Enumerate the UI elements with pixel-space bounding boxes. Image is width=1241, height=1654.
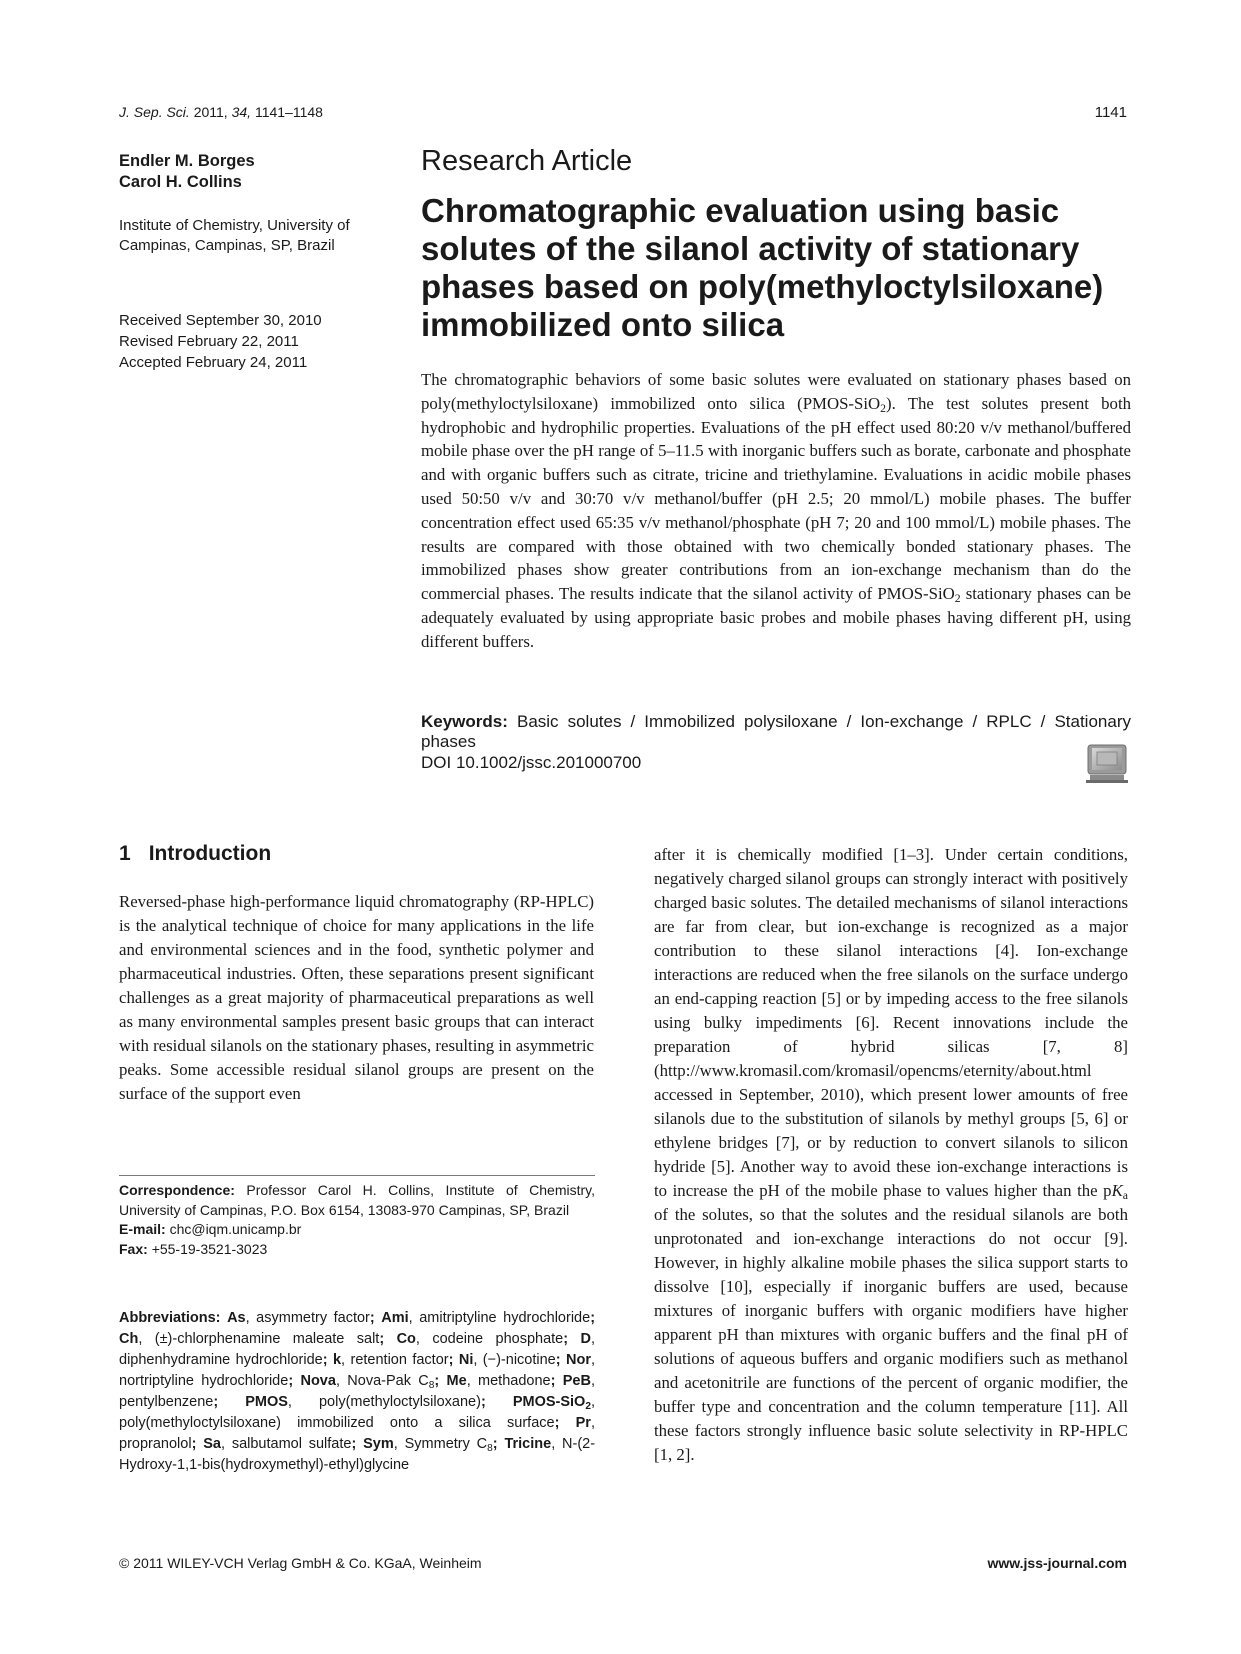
abstract-text: stationary phases can be adequately evaluated by using appropriate basic probes and mobile phases having different pH, using different buffers. xyxy=(421,584,1131,651)
abstract xyxy=(421,368,1131,654)
subscript: 2 xyxy=(880,401,887,415)
footnote-divider xyxy=(119,1175,595,1176)
page-title: Chromatographic evaluation using basic solutes of the silanol activity of stationary phases based on poly(methyloctylsiloxane) immobilized onto silica xyxy=(421,192,1104,343)
abbr-definition: poly(methyloctylsiloxane) xyxy=(318,1394,481,1410)
abbr-definition: poly(methyloctylsiloxane) immobilized onto a silica surface xyxy=(119,1415,555,1431)
page-number: 1141 xyxy=(1094,104,1127,121)
correspondence-text: Professor Carol H. Collins, Institute of Chemistry, University of Campinas, P.O. Box 6154, 13083-970 Campinas, SP, Brazil xyxy=(119,1182,595,1218)
abbreviations: Abbreviations: As, asymmetry factor; Ami, amitriptyline hydrochloride; Ch, (±)-chlorphenamine maleate salt; Co, codeine phosphate; D, diphenhydramine hydrochloride; k, retention factor; Ni, (−)-nicotine; Nor, nortriptyline hydrochloride; Nova, Nova-Pak $C_8$; Me, methadone; PeB, pentylbenzene; PMOS, poly(methyloctylsiloxane); PMOS-SiO$_2$, poly(methyloctylsiloxane) immobilized onto a silica surface; Pr, propranolol; Sa, salbutamol sulfate; Sym, Symmetry $C_8$; Tricine, N-(2-Hydroxy-1,1-bis(hydroxymethyl)-ethyl)glycine xyxy=(119,1310,596,1473)
author-list xyxy=(119,151,379,193)
abbr-term: PMOS xyxy=(245,1394,288,1410)
received-date: Received September 30, 2010 xyxy=(119,312,322,329)
page-footer xyxy=(119,1555,1127,1575)
abbr-definition: N-(2-Hydroxy-1,1-bis(hydroxymethyl)-ethyl)glycine xyxy=(119,1436,596,1473)
subscript: 2 xyxy=(585,1401,591,1412)
journal-year: 2011, xyxy=(193,104,228,120)
journal-name: J. Sep. Sci. xyxy=(119,104,190,120)
doi[interactable]: DOI 10.1002/jssc.201000700 xyxy=(421,753,642,772)
abbr-definition: amitriptyline hydrochloride xyxy=(419,1310,591,1326)
affiliation: Institute of Chemistry, University of Campinas, Campinas, SP, Brazil xyxy=(119,217,350,254)
subscript: 2 xyxy=(954,592,961,606)
journal-website-link[interactable]: www.jss-journal.com xyxy=(987,1555,1127,1571)
abbr-definition: propranolol xyxy=(119,1436,192,1452)
abbr-definition: nortriptyline hydrochloride xyxy=(119,1373,289,1389)
abbr-definition: diphenhydramine hydrochloride xyxy=(119,1352,323,1368)
paragraph-text: after it is chemically modified [1–3]. Under certain conditions, negatively charged silanol groups can strongly interact with positively charged basic solutes. The detailed mechanisms of silanol interactions are far from clear, but ion-exchange is recognized as a major contribution to these silanol interactions [4]. Ion-exchange interactions are reduced when the free silanols on the surface undergo an end-capping reaction [5] or by impeding access to the free silanols using bulky impediments [6]. Recent innovations include the preparation of hybrid silicas [7, 8] (http://www.kromasil.com/kromasil/opencms/eternity/about.html accessed in September, 2010), which present lower amounts of free silanols due to the substitution of silanols by methyl groups [5, 6] or ethylene bridges [7], or by reduction to convert silanols to silicon hydride [5]. Another way to avoid these ion-exchange interactions is to increase the pH of the mobile phase to values higher than the p xyxy=(654,845,1128,1200)
abbr-term: Sym xyxy=(363,1436,394,1452)
copyright-notice: © 2011 WILEY-VCH Verlag GmbH & Co. KGaA, Weinheim xyxy=(119,1555,482,1571)
abbr-definition: codeine phosphate xyxy=(432,1331,564,1347)
abbr-definition: salbutamol sulfate xyxy=(231,1436,352,1452)
author-name: Carol H. Collins xyxy=(119,173,242,191)
abbr-term: Ni xyxy=(458,1352,474,1368)
correspondence xyxy=(119,1181,595,1259)
abbr-term: Me xyxy=(446,1373,467,1389)
revised-date: Revised February 22, 2011 xyxy=(119,333,299,350)
subscript: a xyxy=(1122,1189,1128,1202)
article-type: Research Article xyxy=(421,145,633,177)
abbr-definition: asymmetry factor xyxy=(256,1310,370,1326)
abbr-term: PMOS-SiO xyxy=(512,1394,586,1410)
correspondence-label: Correspondence: xyxy=(119,1182,235,1198)
abbr-term: Nor xyxy=(566,1352,591,1368)
journal-citation xyxy=(119,104,323,120)
journal-volume: 34, xyxy=(231,104,252,120)
body-text-right xyxy=(654,843,1128,1467)
keywords-text: Basic solutes / Immobilized polysiloxane / Ion-exchange / RPLC / Stationary phases xyxy=(421,712,1131,751)
abbr-definition: (−)-nicotine xyxy=(482,1352,556,1368)
running-head xyxy=(119,104,1127,124)
abstract-text: The chromatographic behaviors of some basic solutes were evaluated on stationary phases based on poly(methyloctylsiloxane) immobilized onto silica (PMOS-SiO xyxy=(421,370,1131,413)
article-dates xyxy=(119,310,384,373)
abbr-definition: Nova-Pak C xyxy=(347,1373,429,1389)
paragraph xyxy=(654,843,1128,1467)
abbr-term: PeB xyxy=(562,1373,591,1389)
abbr-term: Ami xyxy=(381,1310,409,1326)
section-number: 1 xyxy=(119,842,131,865)
body-text-left xyxy=(119,890,594,1106)
abbr-term: Sa xyxy=(203,1436,221,1452)
abbr-term: D xyxy=(580,1331,591,1347)
abbr-term: Co xyxy=(396,1331,416,1347)
computer-monitor-icon xyxy=(1086,744,1128,784)
subscript: 8 xyxy=(487,1443,493,1454)
abbr-definition: methadone xyxy=(478,1373,551,1389)
paragraph: Reversed-phase high-performance liquid chromatography (RP-HPLC) is the analytical technique of choice for many applications in the life and environmental sciences and in the food, synthetic polymer and pharmaceutical industries. Often, these separations present significant challenges as a great majority of pharmaceutical preparations as well as many environmental samples present basic groups that can interact with residual silanols on the stationary phases, resulting in asymmetric peaks. Some accessible residual silanol groups are present on the surface of the support even xyxy=(119,892,594,1103)
pka-symbol: K xyxy=(1111,1181,1123,1200)
abbr-term: k xyxy=(332,1352,342,1368)
abbreviations-label: Abbreviations: xyxy=(119,1310,221,1326)
keywords xyxy=(421,712,1131,752)
abbr-definition: Symmetry C xyxy=(404,1436,488,1452)
author-name: Endler M. Borges xyxy=(119,152,255,170)
fax-label: Fax: xyxy=(119,1240,148,1257)
abbr-term: Tricine xyxy=(504,1436,552,1452)
email-label: E-mail: xyxy=(119,1221,166,1237)
journal-pages: 1141–1148 xyxy=(254,104,323,120)
keywords-label: Keywords: xyxy=(421,712,508,731)
subscript: 8 xyxy=(428,1380,435,1391)
section-heading xyxy=(119,842,271,866)
abbr-term: Ch xyxy=(119,1331,139,1347)
abbr-term: Pr xyxy=(575,1415,591,1431)
fax-number: +55-19-3521-3023 xyxy=(151,1240,268,1257)
abbr-term: As xyxy=(227,1310,246,1326)
abbr-definition: retention factor xyxy=(350,1352,449,1368)
accepted-date: Accepted February 24, 2011 xyxy=(119,354,308,371)
abstract-text: ). The test solutes present both hydrophobic and hydrophilic properties. Evaluations of the pH effect used 80:20 v/v methanol/buffered mobile phase over the pH range of 5–11.5 with inorganic buffers such as borate, carbonate and phosphate and with organic buffers such as citrate, tricine and triethylamine. Evaluations in acidic mobile phases used 50:50 v/v and 30:70 v/v methanol/buffer (pH 2.5; 20 mmol/L) mobile phases. The buffer concentration effect used 65:35 v/v methanol/phosphate (pH 7; 20 and 100 mmol/L) mobile phases. The results are compared with those obtained with two chemically bonded stationary phases. The immobilized phases show greater contributions from an ion-exchange mechanism than do the commercial phases. The results indicate that the silanol activity of PMOS-SiO xyxy=(421,393,1132,604)
abbr-term: Nova xyxy=(300,1373,336,1389)
abbr-definition: (±)-chlorphenamine maleate salt xyxy=(154,1331,380,1347)
abbr-definition: pentylbenzene xyxy=(119,1394,214,1410)
section-title: Introduction xyxy=(148,842,272,865)
email-link[interactable]: chc@iqm.unicamp.br xyxy=(169,1221,302,1237)
paragraph-text: of the solutes, so that the solutes and the residual silanols are both unprotonated and ion-exchange interactions do not occur [9]. However, in highly alkaline mobile phases the silica support starts to dissolve [10], especially if inorganic buffers are used, because mixtures of inorganic buffers with organic modifiers have higher apparent pH than mixtures with organic buffers and the final pH of solutions of aqueous buffers and organic modifiers such as methanol and acetonitrile are functions of the percent of organic modifier, the buffer type and concentration and the column temperature [11]. All these factors strongly influence basic solute selectivity in RP-HPLC [1, 2]. xyxy=(654,1205,1128,1464)
